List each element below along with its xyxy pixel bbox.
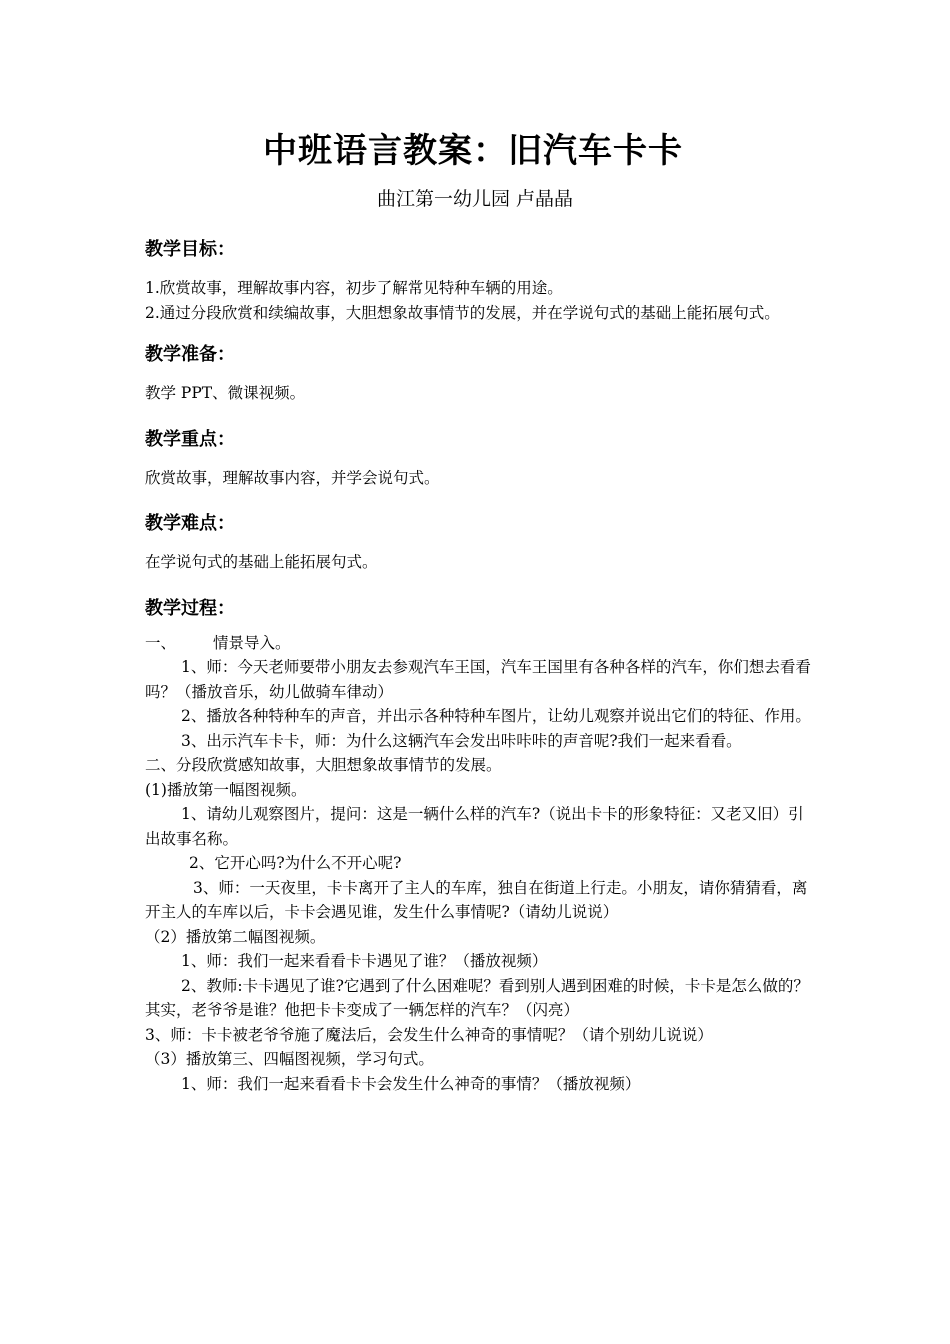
process-sub3: （3）播放第三、四幅图视频，学习句式。 [145, 1050, 434, 1068]
process-s2-3: 3、师：卡卡被老爷爷施了魔法后，会发生什么神奇的事情呢？（请个别幼儿说说） [145, 1025, 713, 1044]
goals-heading: 教学目标： [145, 239, 235, 260]
preparation-heading: 教学准备： [145, 344, 235, 365]
difficulties-heading: 教学难点： [145, 513, 235, 534]
section-preparation [145, 341, 950, 406]
process-p1-2: 2、播放各种特种车的声音，并出示各种特种车图片，让幼儿观察并说出它们的特征、作用。 [181, 707, 811, 725]
section-goals [145, 236, 950, 325]
section-process [145, 595, 950, 1097]
process-p1-3: 3、出示汽车卡卡，师：为什么这辆汽车会发出咔咔咔的声音呢?我们一起来看看。 [181, 731, 742, 750]
section-difficulties [145, 510, 950, 575]
preparation-text: 教学 PPT、微课视频。 [145, 384, 306, 402]
process-sub1: (1)播放第一幅图视频。 [145, 780, 307, 799]
process-part1 [145, 631, 813, 656]
section-key-points [145, 426, 950, 491]
process-s1-1: 1、请幼儿观察图片，提问：这是一辆什么样的汽车?（说出卡卡的形象特征：又老又旧）引出故事名称。 [145, 805, 804, 848]
part1-number: 一、 [145, 633, 177, 652]
key-points-text: 欣赏故事，理解故事内容，并学会说句式。 [145, 468, 440, 487]
process-sub2: （2）播放第二幅图视频。 [145, 927, 326, 946]
process-s2-1: 1、师：我们一起来看看卡卡遇见了谁？（播放视频） [181, 952, 548, 970]
process-part2: 二、分段欣赏感知故事，大胆想象故事情节的发展。 [145, 756, 502, 774]
part1-title: 情景导入。 [213, 633, 291, 652]
process-s2-2: 2、教师:卡卡遇见了谁?它遇到了什么困难呢？看到别人遇到困难的时候，卡卡是怎么做的？其实，老爷爷是谁？他把卡卡变成了一辆怎样的汽车？（闪亮） [145, 976, 809, 1019]
author-line: 曲江第一幼儿园 卢晶晶 [376, 188, 574, 210]
difficulties-text: 在学说句式的基础上能拓展句式。 [145, 553, 378, 571]
process-p1-1: 1、师：今天老师要带小朋友去参观汽车王国，汽车王国里有各种各样的汽车，你们想去看看吗？（播放音乐，幼儿做骑车律动） [145, 658, 811, 701]
process-heading: 教学过程： [145, 597, 235, 619]
key-points-heading: 教学重点： [145, 428, 235, 450]
goal-item-1: 1.欣赏故事，理解故事内容，初步了解常见特种车辆的用途。 [145, 279, 563, 297]
process-s1-3: 3、师：一天夜里，卡卡离开了主人的车库，独自在街道上行走。小朋友，请你猜猜看，离开主人的车库以后，卡卡会遇见谁，发生什么事情呢?（请幼儿说说） [145, 878, 808, 921]
page-title: 中班语言教案：旧汽车卡卡 [263, 131, 683, 171]
process-s1-2: 2、它开心吗?为什么不开心呢? [189, 854, 402, 872]
process-s3-1: 1、师：我们一起来看看卡卡会发生什么神奇的事情？（播放视频） [181, 1074, 641, 1093]
goal-item-2: 2.通过分段欣赏和续编故事，大胆想象故事情节的发展，并在学说句式的基础上能拓展句式。 [145, 303, 780, 322]
